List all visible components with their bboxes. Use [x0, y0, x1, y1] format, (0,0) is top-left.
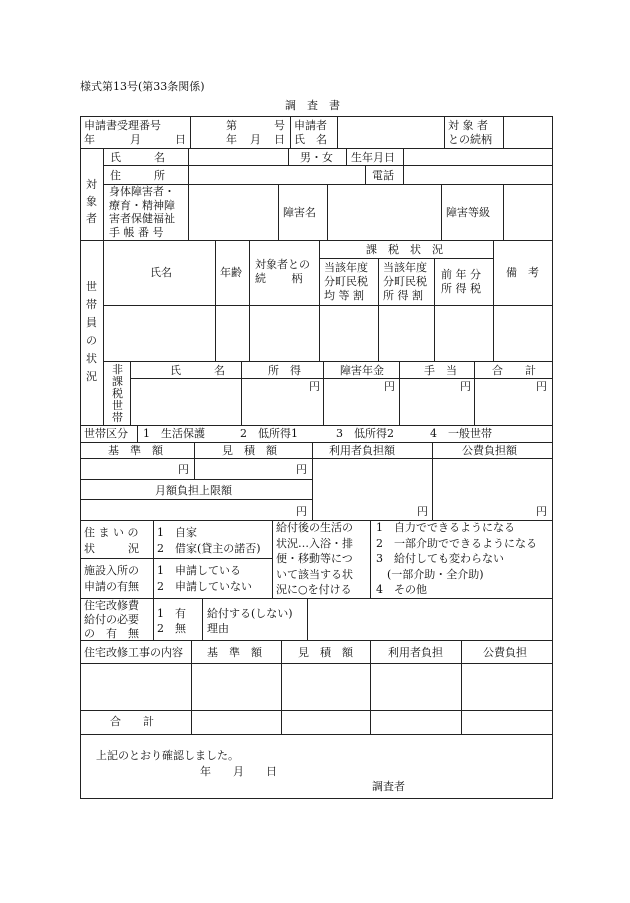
disability-grade-label: 障害等級: [446, 206, 490, 219]
receipt-month-label: 月: [130, 133, 141, 146]
standard-amount-yen: 円: [178, 463, 189, 476]
renovation-standard-label: 基 準 額: [207, 646, 262, 659]
document-title: 調 査 書: [285, 99, 340, 112]
public-burden-yen: 円: [536, 505, 547, 518]
household-section-label: 世帯員の状況: [86, 280, 97, 383]
facility-application-options: 1 申請している 2 申請していない: [157, 564, 252, 593]
subject-name-label: 氏 名: [110, 151, 165, 164]
non-taxed-household-label: 非 課 税 世 帯: [112, 363, 123, 424]
user-burden-yen: 円: [417, 505, 428, 518]
renovation-public-burden-label: 公費負担: [483, 646, 527, 659]
allowance-yen: 円: [460, 380, 471, 393]
estimate-amount-yen: 円: [296, 463, 307, 476]
sex-label: 男・女: [300, 151, 333, 164]
relation-label-2: との続柄: [448, 133, 492, 146]
household-classification-label: 世帯区分: [84, 427, 128, 440]
user-burden-amount-label: 利用者負担額: [329, 444, 395, 457]
tax-column-per-capita: 当該年度 分町民税 均 等 割: [324, 261, 368, 302]
remarks-label: 備 考: [506, 266, 539, 279]
allowance-label: 手 当: [424, 364, 457, 377]
household-name-label: 氏名: [150, 266, 172, 279]
renovation-necessity-label: 住宅改修費 給付の必要 の 有 無: [84, 599, 139, 640]
renovation-total-label: 合 計: [110, 715, 154, 728]
facility-application-label: 施設入所の 申請の有無: [84, 564, 139, 593]
confirmation-text: 上記のとおり確認しました。: [96, 749, 239, 762]
relation-label: 対 象 者: [448, 119, 488, 132]
total-label: 合 計: [492, 364, 536, 377]
standard-amount-label: 基 準 額: [108, 444, 163, 457]
application-month-label: 月: [250, 133, 261, 146]
income-label: 所 得: [268, 364, 301, 377]
income-yen: 円: [309, 380, 320, 393]
renovation-user-burden-label: 利用者負担: [388, 646, 443, 659]
renovation-work-label: 住宅改修工事の内容: [84, 646, 183, 659]
phone-label: 電話: [372, 169, 394, 182]
receipt-day-label: 日: [175, 133, 186, 146]
disability-name-label: 障害名: [283, 206, 316, 219]
subject-section-label: 対象者: [86, 178, 97, 225]
disability-pension-label: 障害年金: [340, 364, 384, 377]
receipt-number-label: 申請書受理番号: [84, 119, 161, 132]
post-benefit-life-options: 1 自力でできるようになる 2 一部介助でできるようになる 3 給付しても変わらない (一部介助・全介助) 4 その他: [376, 521, 537, 596]
form-number: 様式第13号(第33条関係): [80, 80, 205, 93]
tax-column-income-tax: 前 年 分 所 得 税: [441, 268, 481, 295]
tax-column-income-levy: 当該年度 分町民税 所 得 割: [383, 261, 427, 302]
household-relation-label: 対象者との 続 柄: [255, 258, 310, 285]
application-year-label: 年: [226, 133, 237, 146]
monthly-cap-yen: 円: [296, 505, 307, 518]
birth-date-label: 生年月日: [351, 151, 395, 164]
tax-status-label: 課 税 状 況: [366, 243, 443, 256]
number-dai-label: 第: [226, 119, 237, 132]
non-taxed-name-label: 氏 名: [170, 364, 225, 377]
applicant-label: 申請者: [294, 119, 327, 132]
housing-status-label: 住 ま い の 状 況: [84, 526, 139, 555]
public-burden-amount-label: 公費負担額: [462, 444, 517, 457]
confirmation-date: 年 月 日: [200, 765, 277, 778]
total-yen: 円: [536, 380, 547, 393]
classification-option-1: 1 生活保護: [143, 427, 205, 440]
pension-yen: 円: [384, 380, 395, 393]
classification-option-4: 4 一般世帯: [430, 427, 492, 440]
subject-address-label: 住 所: [110, 169, 165, 182]
renovation-necessity-options: 1 有 2 無: [157, 607, 186, 635]
receipt-year-label: 年: [84, 133, 95, 146]
inspector-label: 調査者: [372, 780, 405, 793]
renovation-decision-reason: 給付する(しない) 理由: [207, 607, 293, 635]
classification-option-2: 2 低所得1: [240, 427, 298, 440]
number-go-label: 号: [274, 119, 285, 132]
application-day-label: 日: [274, 133, 285, 146]
monthly-cap-label: 月額負担上限額: [155, 484, 232, 497]
post-benefit-life-label: 給付後の生活の 状況…入浴・排 便・移動等につ いて該当する状 況に○を付ける: [276, 521, 353, 596]
renovation-estimate-label: 見 積 額: [298, 646, 353, 659]
estimate-amount-label: 見 積 額: [222, 444, 277, 457]
classification-option-3: 3 低所得2: [336, 427, 394, 440]
household-age-label: 年齢: [220, 266, 242, 279]
applicant-name-label: 氏 名: [294, 133, 327, 146]
housing-status-options: 1 自家 2 借家(貸主の諾否): [157, 526, 261, 555]
handbook-number-label: 身体障害者・ 療育・精神障 害者保健福祉 手 帳 番 号: [109, 185, 175, 239]
